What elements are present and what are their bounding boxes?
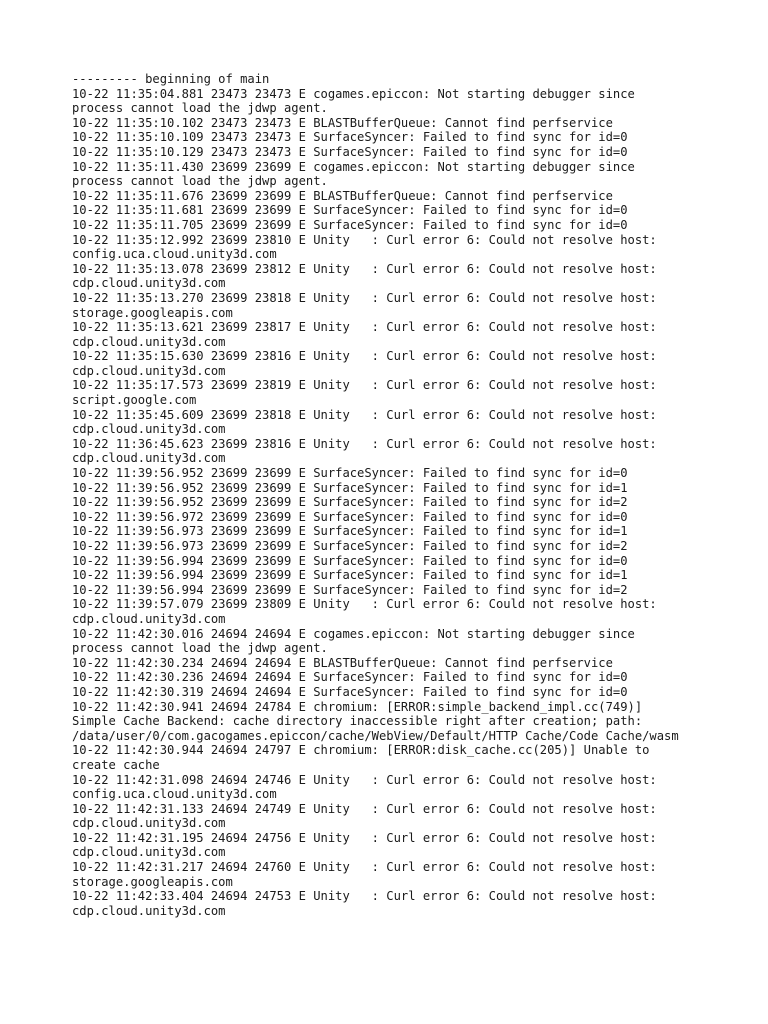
log-line: 10-22 11:39:56.972 23699 23699 E SurfaceSyncer: Failed to find sync for id=0 — [72, 509, 628, 524]
log-line: cdp.cloud.unity3d.com — [72, 451, 226, 466]
log-line: 10-22 11:35:11.705 23699 23699 E SurfaceSyncer: Failed to find sync for id=0 — [72, 217, 628, 232]
log-body — [72, 72, 712, 918]
log-line: 10-22 11:35:45.609 23699 23818 E Unity : Curl error 6: Could not resolve host: — [72, 407, 657, 422]
log-line: cdp.cloud.unity3d.com — [72, 611, 226, 626]
log-line: cdp.cloud.unity3d.com — [72, 845, 226, 860]
log-line: 10-22 11:39:56.952 23699 23699 E SurfaceSyncer: Failed to find sync for id=2 — [72, 495, 628, 510]
log-line: 10-22 11:36:45.623 23699 23816 E Unity : Curl error 6: Could not resolve host: — [72, 436, 657, 451]
log-line: --------- beginning of main — [72, 72, 270, 86]
log-line: cdp.cloud.unity3d.com — [72, 276, 226, 291]
log-line: 10-22 11:42:30.016 24694 24694 E cogames.epiccon: Not starting debugger since — [72, 626, 635, 641]
log-line: 10-22 11:35:04.881 23473 23473 E cogames.epiccon: Not starting debugger since — [72, 86, 635, 101]
log-document — [72, 72, 712, 918]
log-line: 10-22 11:39:56.973 23699 23699 E SurfaceSyncer: Failed to find sync for id=1 — [72, 524, 628, 539]
log-line: 10-22 11:42:31.217 24694 24760 E Unity : Curl error 6: Could not resolve host: — [72, 860, 657, 875]
log-line: cdp.cloud.unity3d.com — [72, 363, 226, 378]
log-line: storage.googleapis.com — [72, 305, 233, 320]
log-line: 10-22 11:35:13.078 23699 23812 E Unity : Curl error 6: Could not resolve host: — [72, 261, 657, 276]
log-line: 10-22 11:42:31.133 24694 24749 E Unity : Curl error 6: Could not resolve host: — [72, 801, 657, 816]
log-line: Simple Cache Backend: cache directory inaccessible right after creation; path: — [72, 714, 643, 729]
log-line: script.google.com — [72, 393, 197, 408]
log-line: 10-22 11:35:10.129 23473 23473 E SurfaceSyncer: Failed to find sync for id=0 — [72, 144, 628, 159]
log-line: 10-22 11:42:31.098 24694 24746 E Unity : Curl error 6: Could not resolve host: — [72, 772, 657, 787]
log-line: 10-22 11:39:56.952 23699 23699 E SurfaceSyncer: Failed to find sync for id=0 — [72, 466, 628, 481]
log-line: 10-22 11:35:10.109 23473 23473 E SurfaceSyncer: Failed to find sync for id=0 — [72, 130, 628, 145]
log-line: config.uca.cloud.unity3d.com — [72, 247, 277, 262]
log-line: config.uca.cloud.unity3d.com — [72, 787, 277, 802]
log-line: 10-22 11:42:30.941 24694 24784 E chromium: [ERROR:simple_backend_impl.cc(749)] — [72, 699, 643, 714]
log-line: process cannot load the jdwp agent. — [72, 101, 328, 116]
log-line: cdp.cloud.unity3d.com — [72, 903, 226, 918]
log-line: /data/user/0/com.gacogames.epiccon/cache/WebView/Default/HTTP Cache/Code Cache/wasm — [72, 728, 679, 743]
log-line: 10-22 11:39:56.994 23699 23699 E SurfaceSyncer: Failed to find sync for id=1 — [72, 568, 628, 583]
log-line: process cannot load the jdwp agent. — [72, 641, 328, 656]
log-line: 10-22 11:35:11.681 23699 23699 E SurfaceSyncer: Failed to find sync for id=0 — [72, 203, 628, 218]
log-line: 10-22 11:35:10.102 23473 23473 E BLASTBufferQueue: Cannot find perfservice — [72, 115, 613, 130]
log-line: 10-22 11:39:56.952 23699 23699 E SurfaceSyncer: Failed to find sync for id=1 — [72, 480, 628, 495]
log-line: 10-22 11:35:17.573 23699 23819 E Unity : Curl error 6: Could not resolve host: — [72, 378, 657, 393]
log-line: storage.googleapis.com — [72, 874, 233, 889]
log-line: cdp.cloud.unity3d.com — [72, 816, 226, 831]
log-line: cdp.cloud.unity3d.com — [72, 422, 226, 437]
log-line: 10-22 11:39:56.994 23699 23699 E SurfaceSyncer: Failed to find sync for id=0 — [72, 553, 628, 568]
log-line: 10-22 11:42:30.319 24694 24694 E SurfaceSyncer: Failed to find sync for id=0 — [72, 684, 628, 699]
log-line: 10-22 11:35:13.270 23699 23818 E Unity : Curl error 6: Could not resolve host: — [72, 290, 657, 305]
log-line: process cannot load the jdwp agent. — [72, 174, 328, 189]
log-line: 10-22 11:42:30.236 24694 24694 E SurfaceSyncer: Failed to find sync for id=0 — [72, 670, 628, 685]
log-line: create cache — [72, 757, 160, 772]
log-line: cdp.cloud.unity3d.com — [72, 334, 226, 349]
log-line: 10-22 11:42:30.944 24694 24797 E chromium: [ERROR:disk_cache.cc(205)] Unable to — [72, 743, 650, 758]
log-line: 10-22 11:35:11.430 23699 23699 E cogames.epiccon: Not starting debugger since — [72, 159, 635, 174]
log-line: 10-22 11:42:30.234 24694 24694 E BLASTBufferQueue: Cannot find perfservice — [72, 655, 613, 670]
log-line: 10-22 11:42:33.404 24694 24753 E Unity : Curl error 6: Could not resolve host: — [72, 889, 657, 904]
log-line: 10-22 11:39:56.994 23699 23699 E SurfaceSyncer: Failed to find sync for id=2 — [72, 582, 628, 597]
log-line: 10-22 11:35:13.621 23699 23817 E Unity : Curl error 6: Could not resolve host: — [72, 320, 657, 335]
log-line: 10-22 11:39:56.973 23699 23699 E SurfaceSyncer: Failed to find sync for id=2 — [72, 539, 628, 553]
log-line: 10-22 11:42:31.195 24694 24756 E Unity : Curl error 6: Could not resolve host: — [72, 830, 657, 845]
log-line: 10-22 11:35:12.992 23699 23810 E Unity : Curl error 6: Could not resolve host: — [72, 232, 657, 247]
log-line: 10-22 11:35:11.676 23699 23699 E BLASTBufferQueue: Cannot find perfservice — [72, 188, 613, 203]
log-line: 10-22 11:39:57.079 23699 23809 E Unity : Curl error 6: Could not resolve host: — [72, 597, 657, 612]
log-line: 10-22 11:35:15.630 23699 23816 E Unity : Curl error 6: Could not resolve host: — [72, 349, 657, 364]
